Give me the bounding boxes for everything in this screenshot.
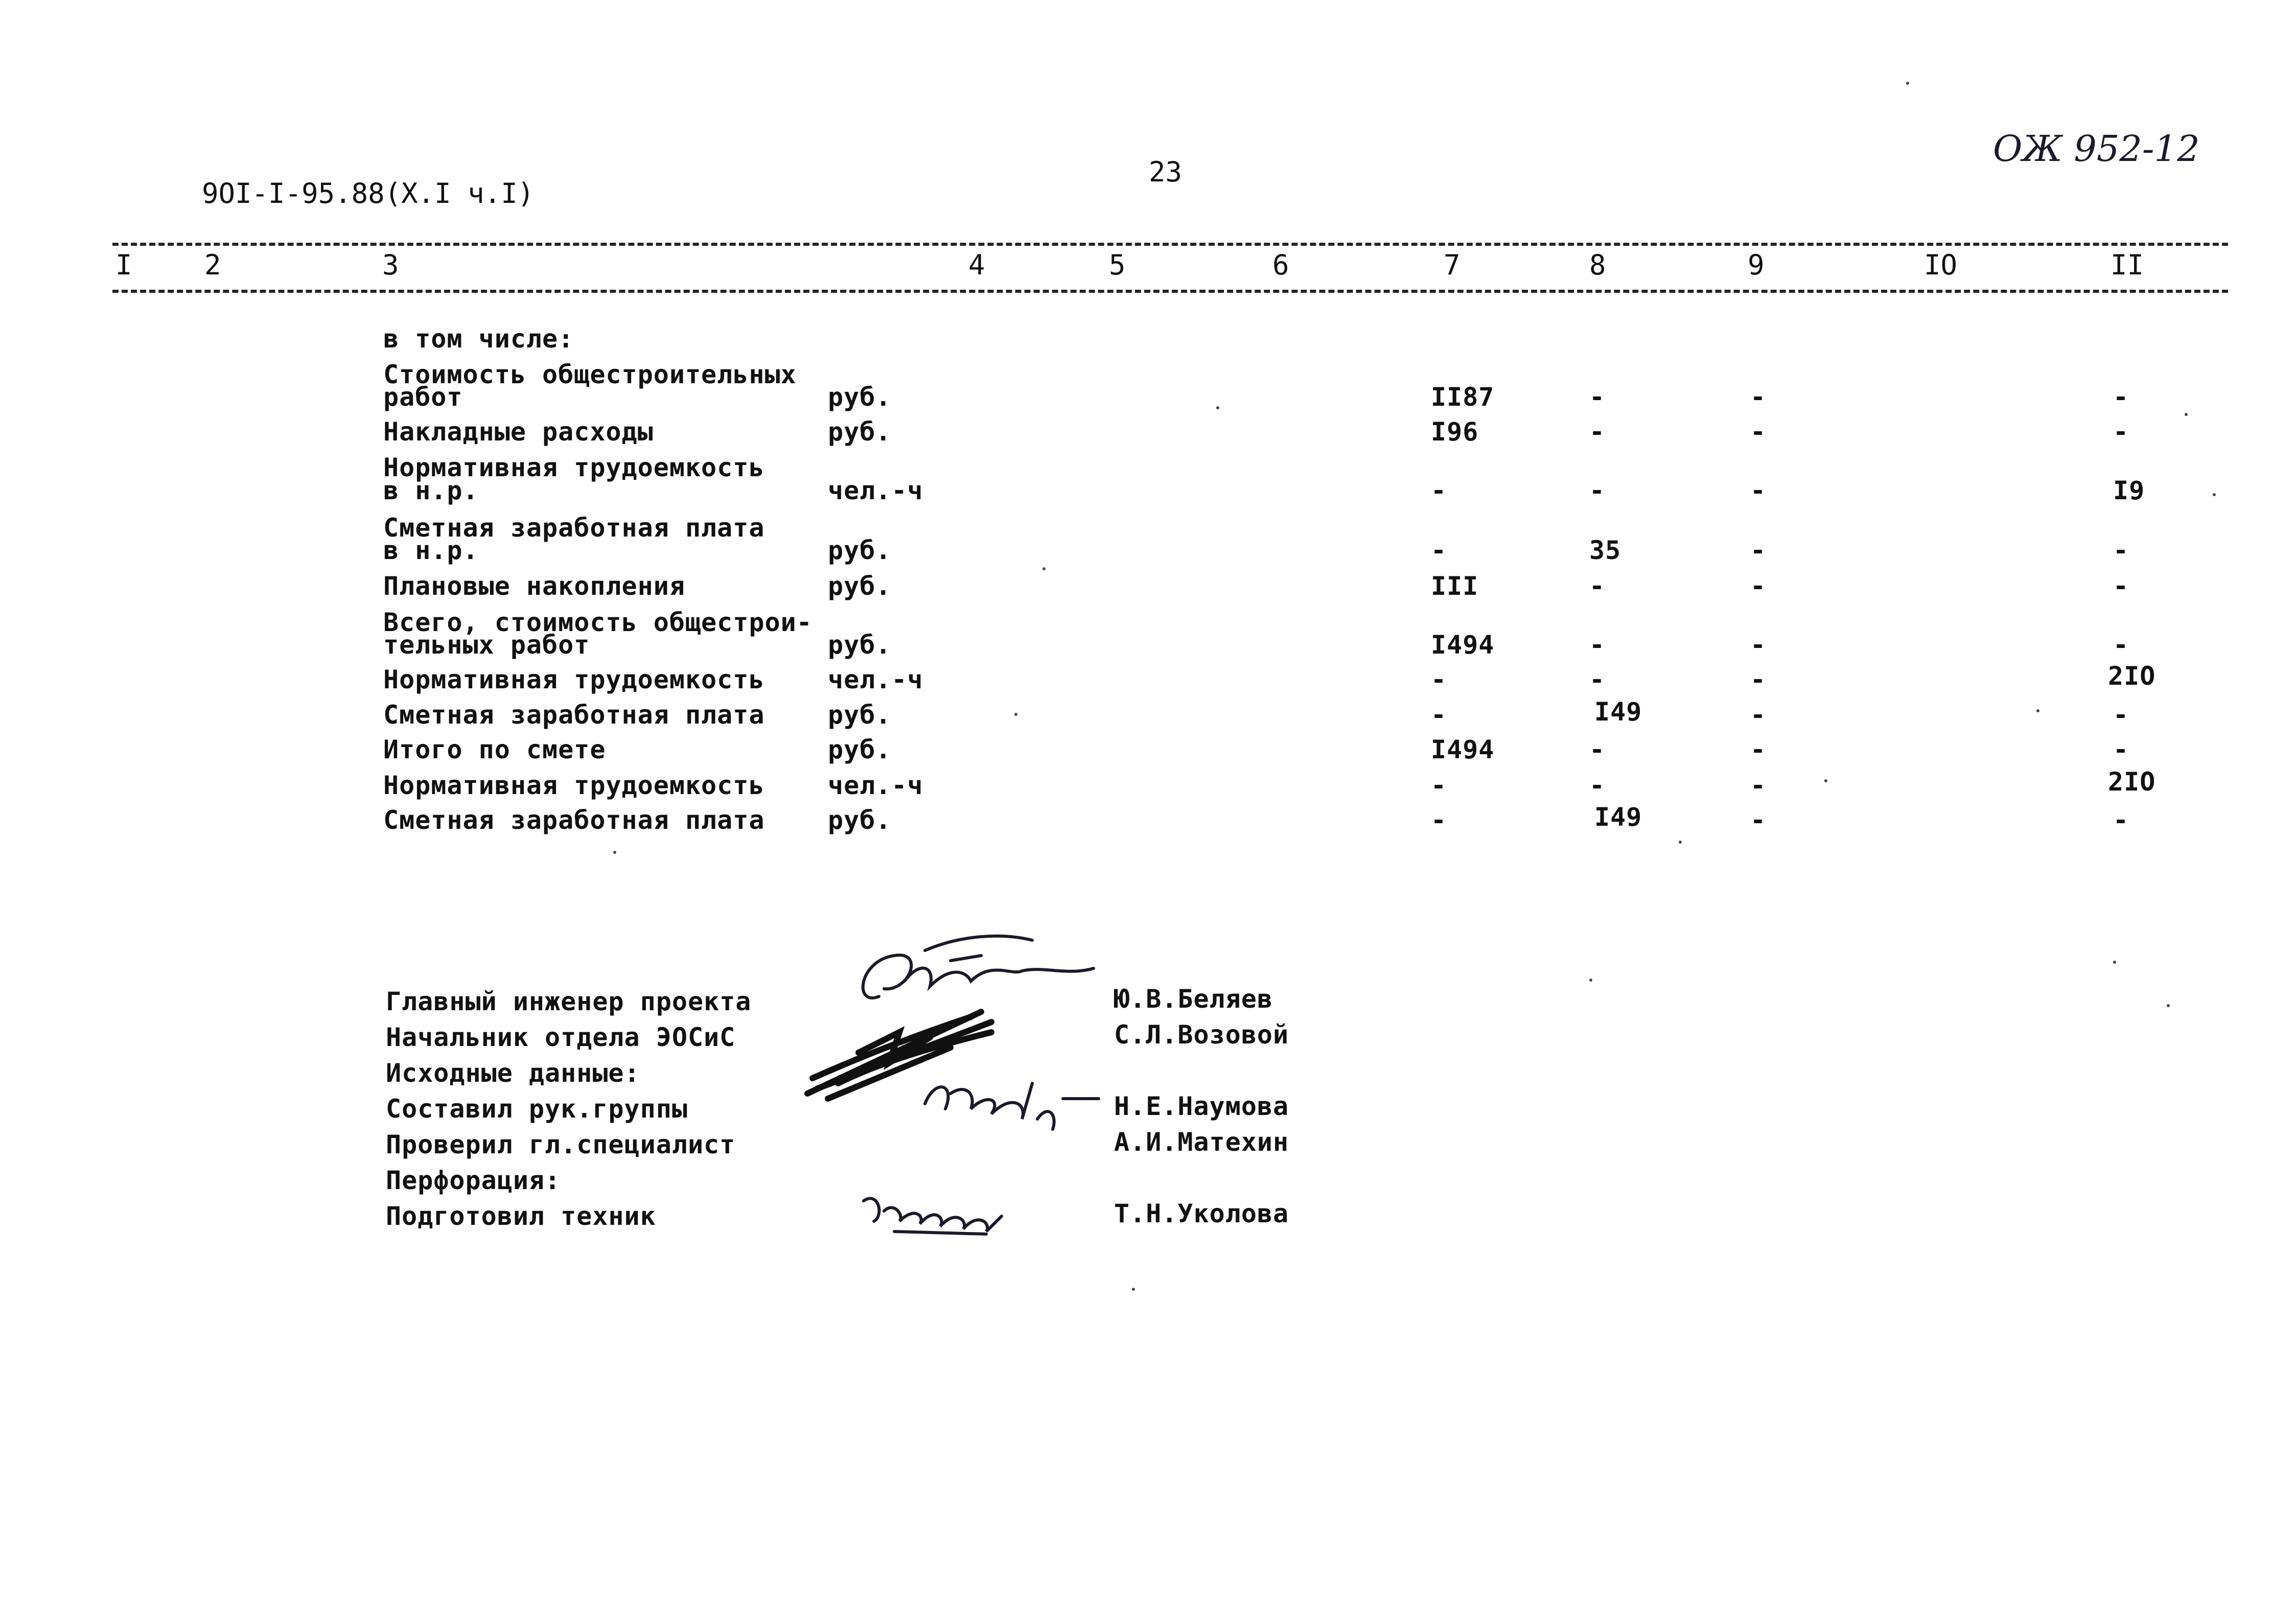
row-unit: руб.	[828, 735, 892, 764]
cell-col11: -	[2113, 382, 2129, 412]
column-header: 5	[1109, 249, 1126, 281]
row-label: Итого по смете	[383, 735, 606, 764]
cell-col9: -	[1750, 571, 1767, 601]
scan-speck	[2167, 1004, 2170, 1007]
cell-col9: -	[1750, 476, 1767, 505]
column-header: 6	[1272, 249, 1289, 281]
signature-role: Проверил гл.специалист	[386, 1130, 736, 1159]
cell-col7: I96	[1431, 417, 1479, 447]
cell-col7: -	[1431, 665, 1447, 694]
cell-col7: -	[1431, 771, 1447, 800]
column-header: IO	[1924, 249, 1958, 281]
signature-role: Главный инженер проекта	[386, 987, 752, 1016]
row-unit: чел.-ч	[828, 476, 923, 505]
row-label: в н.р.	[383, 536, 479, 565]
cell-col9: -	[1750, 771, 1767, 800]
scan-speck	[1042, 567, 1046, 570]
signature-name: Ю.В.Беляев	[1114, 984, 1273, 1014]
cell-col11: I9	[2113, 476, 2145, 505]
cell-col8: -	[1589, 571, 1606, 601]
signature-scribble-technician	[859, 1180, 1022, 1242]
cell-col7: -	[1431, 476, 1447, 505]
row-label: Плановые накопления	[383, 571, 685, 601]
cell-col8: -	[1589, 771, 1606, 800]
cell-col11: -	[2113, 735, 2129, 764]
column-header: 4	[968, 249, 985, 281]
cell-col9: -	[1750, 665, 1767, 694]
cell-col7: -	[1431, 805, 1447, 835]
cell-col9: -	[1750, 735, 1767, 764]
row-label: Нормативная трудоемкость	[383, 771, 765, 800]
row-unit: чел.-ч	[828, 665, 923, 694]
signature-role: Исходные данные:	[386, 1058, 640, 1088]
row-label: в н.р.	[383, 476, 479, 505]
column-header: 2	[204, 249, 221, 281]
page-number: 23	[1149, 156, 1182, 188]
row-label: Всего, стоимость общестрои-	[383, 608, 813, 637]
signature-name: Т.Н.Уколова	[1114, 1199, 1289, 1228]
cell-col11: -	[2113, 571, 2129, 601]
cell-col8: -	[1589, 630, 1606, 660]
column-header: 3	[382, 249, 399, 281]
scan-speck	[1589, 979, 1592, 982]
scan-speck	[1906, 82, 1909, 85]
row-label: Сметная заработная плата	[383, 805, 765, 835]
cell-col8: I49	[1594, 802, 1642, 832]
row-unit: руб.	[828, 382, 892, 412]
cell-col7: I494	[1431, 630, 1495, 660]
cell-col11: -	[2113, 700, 2129, 730]
row-unit: чел.-ч	[828, 771, 923, 800]
cell-col11: -	[2113, 630, 2129, 660]
column-header: I	[115, 249, 132, 281]
scan-speck	[1132, 1288, 1135, 1291]
row-label: Сметная заработная плата	[383, 513, 765, 543]
scan-speck	[2113, 961, 2116, 964]
scan-speck	[1679, 841, 1682, 844]
row-label: работ	[383, 382, 463, 412]
document-code: 9OI-I-95.88(X.I ч.I)	[202, 177, 535, 210]
row-label: тельных работ	[383, 630, 590, 660]
header-rule-bottom	[112, 290, 2228, 293]
cell-col7: II87	[1431, 382, 1495, 412]
scan-speck	[1216, 406, 1219, 409]
column-header: 8	[1589, 249, 1606, 281]
row-unit: руб.	[828, 700, 892, 730]
cell-col11: -	[2113, 417, 2129, 447]
cell-col8: -	[1589, 382, 1606, 412]
cell-col9: -	[1750, 630, 1767, 660]
scan-speck	[2185, 413, 2188, 416]
cell-col8: -	[1589, 735, 1606, 764]
column-header: 9	[1748, 249, 1765, 281]
cell-col8: -	[1589, 417, 1606, 447]
cell-col7: -	[1431, 700, 1447, 730]
cell-col7: III	[1431, 571, 1479, 601]
archive-stamp: ОЖ 952-12	[1993, 128, 2200, 170]
signature-role: Перфорация:	[386, 1166, 561, 1195]
cell-col11: -	[2113, 805, 2129, 835]
row-unit: руб.	[828, 417, 892, 447]
cell-col8: I49	[1594, 697, 1642, 727]
column-header: 7	[1444, 249, 1460, 281]
header-rule-top	[112, 243, 2228, 246]
signature-name: Н.Е.Наумова	[1114, 1091, 1289, 1121]
row-unit: руб.	[828, 805, 892, 835]
cell-col9: -	[1750, 382, 1767, 412]
cell-col8: 35	[1589, 536, 1621, 565]
cell-col9: -	[1750, 805, 1767, 835]
cell-col9: -	[1750, 700, 1767, 730]
section-title: в том числе:	[383, 324, 574, 354]
cell-col7: -	[1431, 536, 1447, 565]
cell-col8: -	[1589, 665, 1606, 694]
signature-scribble-group-lead	[915, 1063, 1109, 1140]
row-unit: руб.	[828, 571, 892, 601]
signature-name: С.Л.Возовой	[1114, 1020, 1289, 1050]
column-header: II	[2111, 249, 2144, 281]
row-label: Стоимость общестроительных	[383, 360, 797, 389]
row-label: Нормативная трудоемкость	[383, 665, 765, 694]
cell-col11: -	[2113, 536, 2129, 565]
signature-role: Подготовил техник	[386, 1201, 656, 1231]
row-unit: руб.	[828, 536, 892, 565]
scan-speck	[1824, 779, 1827, 782]
cell-col9: -	[1750, 536, 1767, 565]
row-unit: руб.	[828, 630, 892, 660]
cell-col7: I494	[1431, 735, 1495, 764]
scan-speck	[2036, 709, 2039, 712]
cell-col11: 2IO	[2108, 767, 2156, 797]
cell-col8: -	[1589, 476, 1606, 505]
row-label: Сметная заработная плата	[383, 700, 765, 730]
scan-speck	[1014, 713, 1017, 716]
cell-col11: 2IO	[2108, 661, 2156, 691]
signature-role: Начальник отдела ЭОСиС	[386, 1023, 736, 1052]
signature-role: Составил рук.группы	[386, 1094, 688, 1124]
signature-name: А.И.Матехин	[1114, 1127, 1289, 1157]
scan-speck	[2213, 493, 2216, 496]
row-label: Нормативная трудоемкость	[383, 453, 765, 482]
cell-col9: -	[1750, 417, 1767, 447]
scan-speck	[613, 851, 616, 854]
row-label: Накладные расходы	[383, 417, 654, 447]
